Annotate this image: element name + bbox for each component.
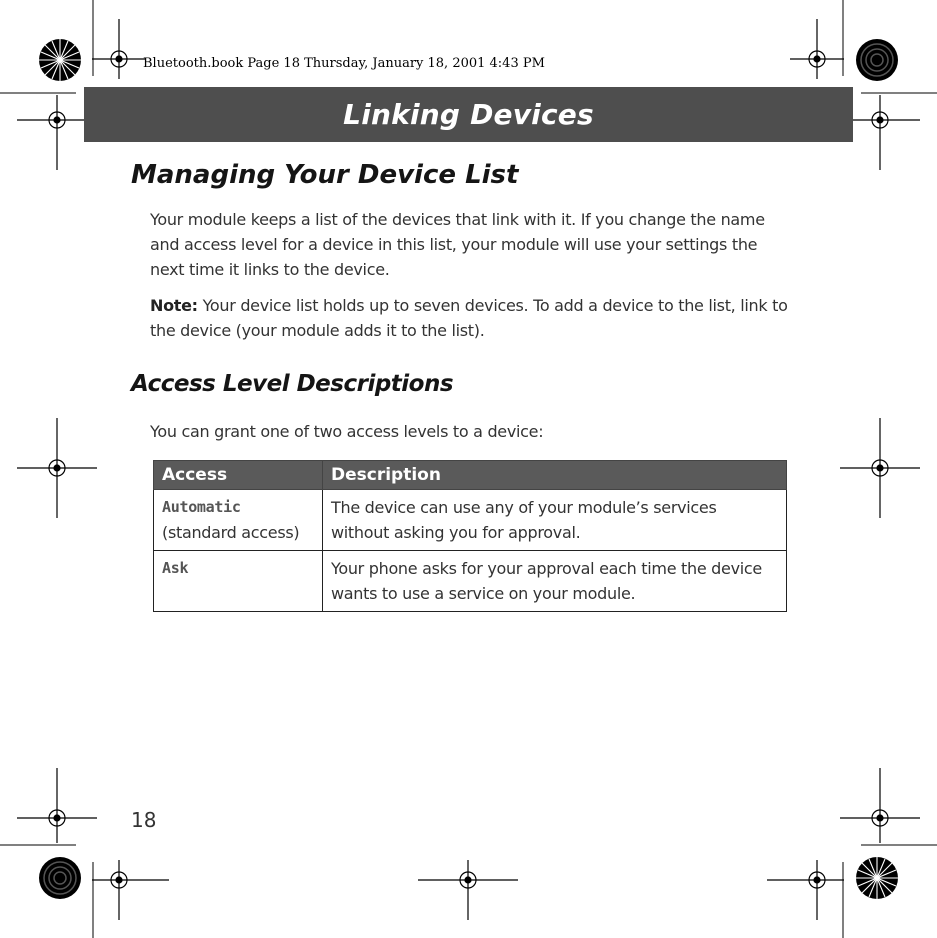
starburst-icon xyxy=(39,39,81,81)
column-header-access: Access xyxy=(154,461,323,490)
crosshair-icon xyxy=(418,860,518,920)
crosshair-icon xyxy=(767,860,844,920)
access-cell xyxy=(154,551,323,612)
access-level-name: Ask xyxy=(162,559,189,577)
description-cell: Your phone asks for your approval each time the device wants to use a service on your module. xyxy=(323,551,787,612)
page-number: 18 xyxy=(131,808,157,832)
starburst-icon xyxy=(856,857,898,899)
access-level-sub: (standard access) xyxy=(162,523,300,542)
section-heading-device-list: Managing Your Device List xyxy=(131,160,519,190)
access-intro: You can grant one of two access levels to a device: xyxy=(150,422,544,441)
crosshair-icon xyxy=(92,860,169,920)
crosshair-icon xyxy=(840,418,920,518)
note-paragraph xyxy=(150,293,790,343)
crosshair-icon xyxy=(840,768,920,843)
access-level-table xyxy=(153,460,787,612)
dot-circle-icon xyxy=(856,39,898,81)
note-text: Your device list holds up to seven devices. To add a device to the list, link to the device (your module adds it to the list). xyxy=(150,296,788,340)
dot-circle-icon xyxy=(39,857,81,899)
device-list-paragraph: Your module keeps a list of the devices that link with it. If you change the name and access level for a device in this list, your module will use your settings the next time it links to the device. xyxy=(150,210,765,279)
note-label: Note: xyxy=(150,296,198,315)
access-level-name: Automatic xyxy=(162,498,241,516)
print-header: Bluetooth.book Page 18 Thursday, January 18, 2001 4:43 PM xyxy=(143,56,545,71)
chapter-title: Linking Devices xyxy=(343,98,594,131)
column-header-description: Description xyxy=(323,461,787,490)
chapter-banner xyxy=(84,87,853,142)
section-heading-access-levels: Access Level Descriptions xyxy=(131,371,454,397)
table-header-row xyxy=(154,461,787,490)
crosshair-icon xyxy=(92,19,146,79)
crosshair-icon xyxy=(790,19,844,79)
table-row xyxy=(154,490,787,551)
crosshair-icon xyxy=(17,418,97,518)
crosshair-icon xyxy=(17,768,97,843)
access-cell xyxy=(154,490,323,551)
table-row xyxy=(154,551,787,612)
description-cell: The device can use any of your module’s services without asking you for approval. xyxy=(323,490,787,551)
